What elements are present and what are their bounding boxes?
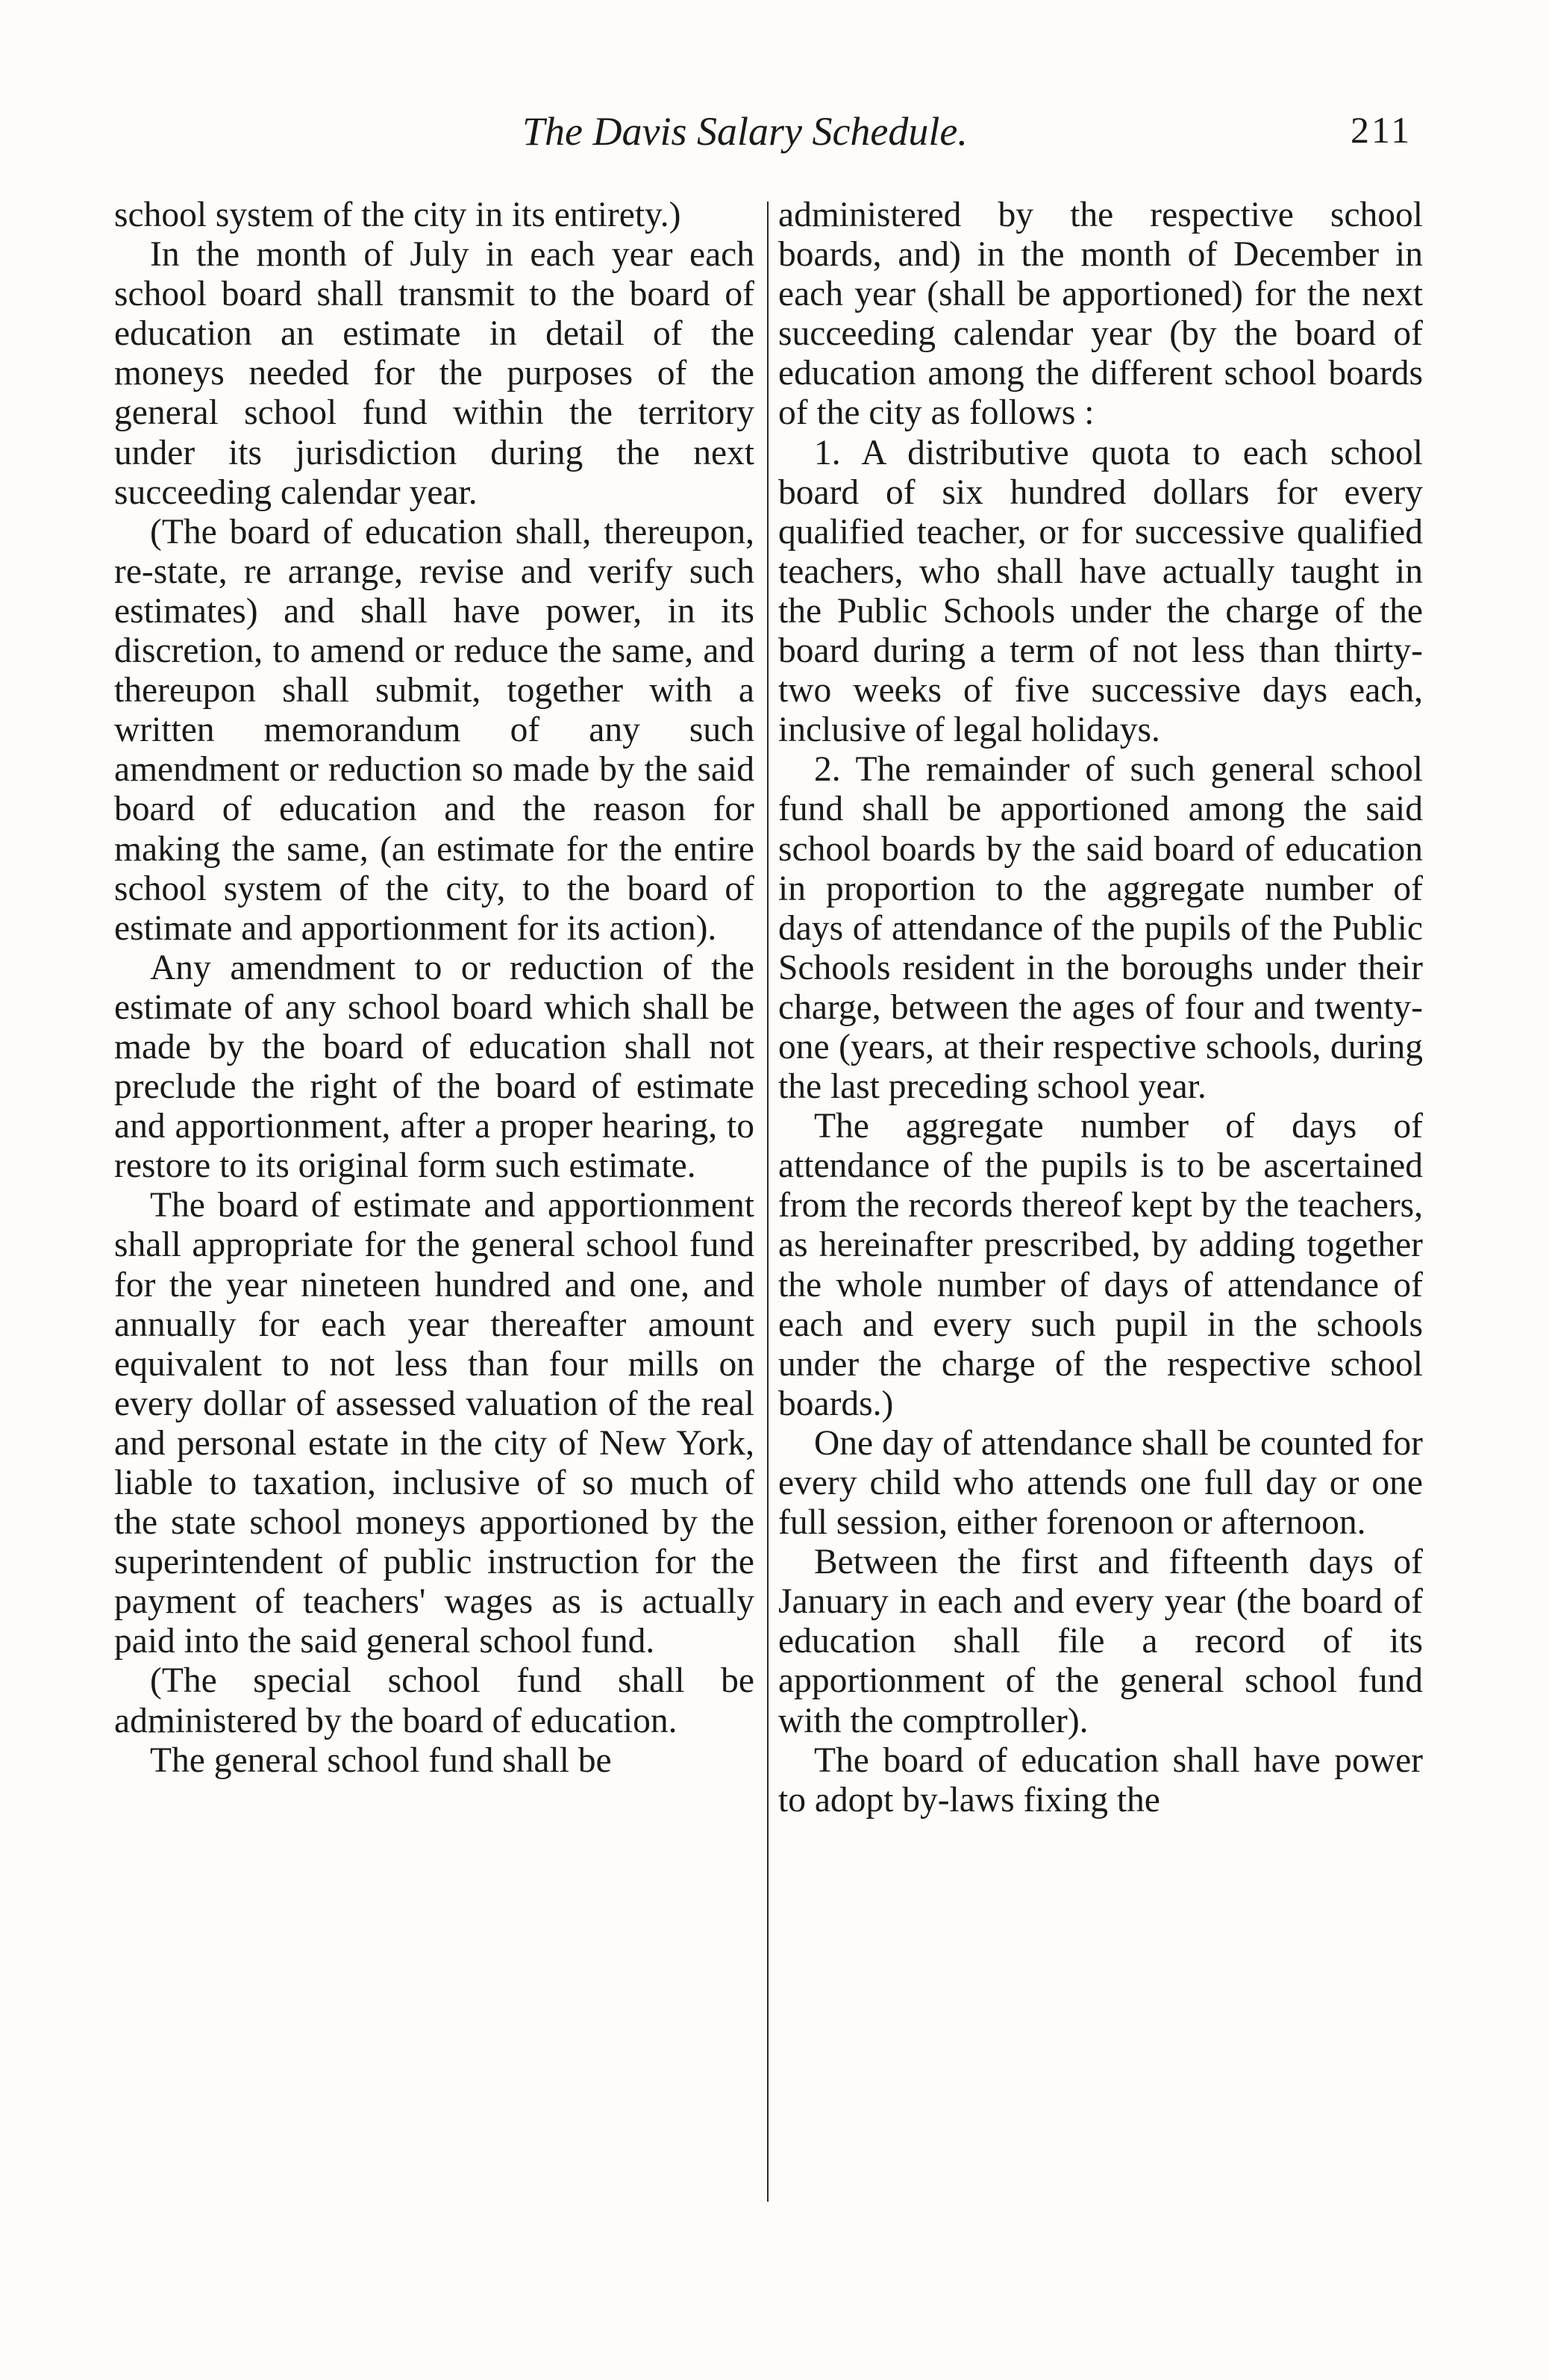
paragraph: The board of education shall have power to adopt by-laws fixing the [778,1740,1423,1820]
running-title: The Davis Salary Schedule. [522,109,968,154]
paragraph: The general school fund shall be [150,1740,612,1780]
page-number: 211 [1351,109,1412,151]
paragraph: administered by the respective school boards, and) in the month of December in each year (shall be apportioned) for the next succeeding calendar year (by the board of education among the different school boards of the city as follows : [778,196,1423,433]
paragraph: (The board of education shall, thereupon, re-state, re arrange, revise and verify such estimates) and shall have power, in its discretion, to amend or reduce the same, and thereupon shall submit, together with a written memorandum of any such amendment or reduction so made by the said board of education and the reason for making the same, (an estimate for the entire school system of the city, to the board of estimate and apportionment for its action). [114,512,754,948]
paragraph: 1. A distributive quota to each school board of six hundred dollars for every qualified teacher, or for successive qualified teachers, who shall have actually taught in the Public Schools under the charge of the board during a term of not less than thirty-two weeks of five successive days each, inclusive of legal holidays. [778,433,1423,750]
paragraph: 2. The remainder of such general school fund shall be apportioned among the said school boards by the said board of education in proportion to the aggregate number of days of attendance of the pupils of the Public Schools resident in the boroughs under their charge, between the ages of four and twenty-one (years, at their respective schools, during the last preceding school year. [778,750,1423,1107]
paragraph: The board of estimate and apportionment shall appropriate for the general school fund for the year nineteen hundred and one, and annually for each year thereafter amount equivalent to not less than four mills on every dollar of assessed valuation of the real and personal estate in the city of New York, liable to taxation, inclusive of so much of the state school moneys apportioned by the superintendent of public instruction for the payment of teachers' wages as is actually paid into the said general school fund. [114,1186,754,1661]
left-column [114,196,754,1781]
paragraph: One day of attendance shall be counted for every child who attends one full day or one full session, either forenoon or afternoon. [778,1423,1423,1543]
paragraph: The aggregate number of days of attendance of the pupils is to be ascertained from the records thereof kept by the teachers, as hereinafter prescribed, by adding together the whole number of days of attendance of each and every such pupil in the schools under the charge of the respective school boards.) [778,1107,1423,1423]
paragraph: Between the first and fifteenth days of January in each and every year (the board of education shall file a record of its apportionment of the general school fund with the comptroller). [778,1543,1423,1740]
column-divider [767,202,769,2202]
paragraph: Any amendment to or reduction of the estimate of any school board which shall be made by the board of education shall not preclude the right of the board of estimate and apportionment, after a proper hearing, to restore to its original form such estimate. [114,948,754,1186]
paragraph: school system of the city in its entirety.) [114,196,681,234]
paragraph: In the month of July in each year each school board shall transmit to the board of education an estimate in detail of the moneys needed for the purposes of the general school fund within the territory under its jurisdiction during the next succeeding calendar year. [114,235,754,512]
paragraph: (The special school fund shall be administered by the board of education. [114,1661,754,1740]
right-column [778,196,1423,1820]
